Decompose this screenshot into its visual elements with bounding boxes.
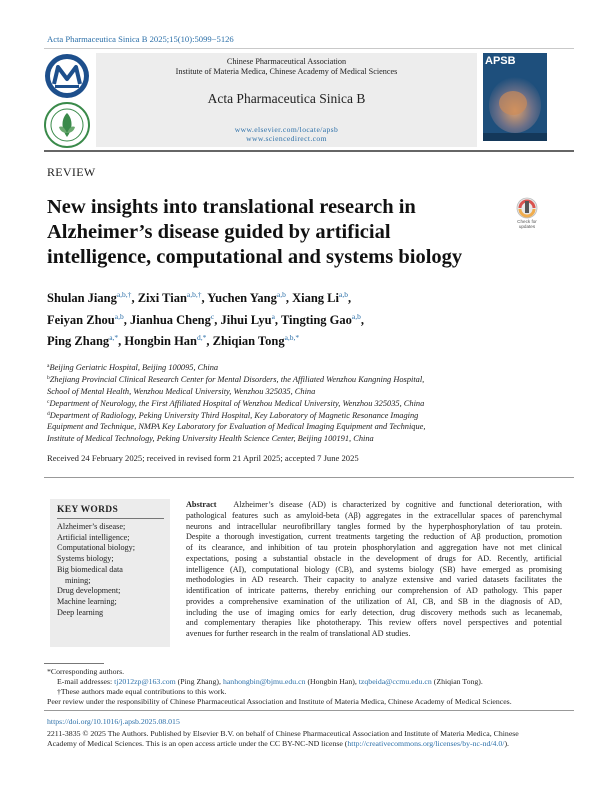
abstract-text: Alzheimer’s disease (AD) is characterized by cognitive and functional deterioration, with <box>233 500 562 509</box>
history-divider <box>44 477 574 478</box>
elsevier-url[interactable]: www.elsevier.com/locate/apsb <box>234 125 339 134</box>
affiliation-sup: a <box>47 363 50 369</box>
check-updates-line: updates <box>518 224 536 230</box>
keywords-heading: KEY WORDS <box>57 505 119 515</box>
affiliation-sup: d <box>47 411 50 418</box>
keywords-divider <box>57 518 164 519</box>
corresponding-note: *Corresponding authors. <box>47 667 125 676</box>
email-label: E-mail addresses: <box>57 677 113 686</box>
affiliation-text: Zhejiang Provincial Clinical Research Center for Mental Disorders, the Affiliated Wenzhou Kangning Hospital, <box>49 375 425 385</box>
author-affil-sup[interactable]: a,b <box>351 311 361 321</box>
author-name: Yuchen Yang <box>207 291 277 305</box>
abstract-line: Despite a thorough investigation, current treatments targeting the reduction of Aβ production, promotion <box>186 532 562 542</box>
author-list: Shulan Jiang$^{a,b,\dagger}$, Zixi Tian$^{a,b,\dagger}$, Yuchen Yang$^{a,b}$, Xiang Li$^{a,b}$, Feiyan Zhou$^{a,b}$, Jianhua Cheng$^c$, Jihui Lyu$^a$, Tingting Gao$^{a,b}$, Ping Zhang$^{a,*}$, Hongbin Han$^{d,*}$, Zhiqian Tong$^{a,b,*}$ <box>47 290 365 348</box>
article-history: Received 24 February 2025; received in revised form 21 April 2025; accepted 7 June 2025 <box>47 453 359 463</box>
sciencedirect-url[interactable]: www.sciencedirect.com <box>246 134 327 143</box>
author-name: Zhiqian Tong <box>212 334 285 348</box>
abstract-line: provides a comprehensive examination of the utilization of AI, CB, and SB in the diagnosis of AD, <box>186 596 562 606</box>
author-name: Feiyan Zhou <box>47 312 115 327</box>
peer-review-note: Peer review under the responsibility of Chinese Pharmaceutical Association and Institute of Materia Medica, Chinese Academy of Medical Sciences. <box>47 697 512 706</box>
affiliation-text: Department of Radiology, Peking University Third Hospital, Key Laboratory of Magnetic Resonance Imaging <box>49 411 419 421</box>
email-owner: (Zhiqian Tong). <box>433 677 483 686</box>
abstract-line: methodologies in AD research. Their capacity to analyze extensive and varied datasets facilitates the <box>186 575 562 585</box>
keyword-item: Deep learning <box>57 607 104 617</box>
license-statement <box>47 729 567 750</box>
keyword-item: Computational biology; <box>57 543 136 553</box>
affiliation-text: Department of Neurology, the First Affiliated Hospital of Wenzhou Medical University, Wenzhou 325035, China <box>49 398 425 408</box>
email-link[interactable]: tj2012zp@163.com <box>114 677 176 686</box>
affiliation-item-cont: School of Mental Health, Wenzhou Medical University, Wenzhou 325035, China <box>47 386 316 396</box>
journal-citation[interactable]: Acta Pharmaceutica Sinica B 2025;15(10):5099−5126 <box>47 34 234 44</box>
abstract-line: identification of intricate patterns, thereby enriching our comprehension of AD pathology. This paper <box>186 586 562 595</box>
abstract-label: Abstract <box>186 500 217 509</box>
header-divider <box>44 150 574 152</box>
author-affil-sup[interactable]: a,b <box>339 290 348 299</box>
author-name: Jihui Lyu <box>220 312 272 327</box>
email-link[interactable]: hanhongbin@bjmu.edu.cn <box>222 677 306 686</box>
top-divider <box>44 48 574 49</box>
equal-contribution-note: †These authors made equal contributions to this work. <box>57 687 227 696</box>
check-for-updates-icon[interactable] <box>512 197 542 239</box>
author-name: Tingting Gao <box>280 312 352 327</box>
affiliation-item <box>47 409 567 421</box>
affiliation-item <box>47 361 567 373</box>
check-for-updates-label[interactable] <box>505 219 549 230</box>
cpa-logo-icon <box>43 52 91 100</box>
abstract-line: pathological features such as amyloid-beta (Aβ) aggregates in the extracellular spaces of parenchymal <box>186 510 562 520</box>
keyword-item: Big biomedical data <box>57 564 123 574</box>
affiliation-list <box>47 361 567 444</box>
abstract <box>186 500 562 640</box>
affiliation-text: Beijing Geriatric Hospital, Beijing 100095, China <box>49 363 219 372</box>
author-name: Zixi Tian <box>137 291 187 305</box>
check-updates-line: Check for <box>517 219 537 224</box>
abstract-line <box>186 500 562 511</box>
license-text: ). <box>504 739 509 749</box>
affiliation-item <box>47 397 567 409</box>
author-affil-sup[interactable]: a,b,† <box>186 290 202 299</box>
author-name: Ping Zhang <box>47 334 110 348</box>
affiliation-sup: c <box>47 398 50 405</box>
author-affil-sup[interactable]: a <box>271 311 275 321</box>
keyword-item: Drug development; <box>57 586 121 596</box>
abstract-line: including the use of imaging omics for early detection, drug discovery methods such as lecanemab, <box>186 607 562 617</box>
author-name: Xiang Li <box>292 291 339 305</box>
keyword-item-cont: mining; <box>65 575 91 585</box>
abstract-line: avenues for further research in the realm of translational AD studies. <box>186 629 411 638</box>
author-name: Jianhua Cheng <box>129 312 211 327</box>
affiliation-item-cont: Institute of Medical Technology, Peking University Health Science Center, Beijing 100191, China <box>47 433 374 443</box>
institute-line: Institute of Materia Medica, Chinese Academy of Medical Sciences <box>175 67 398 76</box>
doi-link[interactable]: https://doi.org/10.1016/j.apsb.2025.08.015 <box>47 717 180 726</box>
author-affil-sup[interactable]: a,b,* <box>284 333 300 342</box>
title-line: intelligence, computational and systems biology <box>47 246 463 268</box>
keywords-list <box>57 522 167 618</box>
author-name: Hongbin Han <box>124 334 198 348</box>
article-type: REVIEW <box>47 165 96 179</box>
title-line: Alzheimer’s disease guided by artificial <box>47 221 391 243</box>
affiliation-item-cont: Equipment and Technique, NMPA Key Laboratory for Evaluation of Medical Imaging Equipment and Technique, <box>47 422 426 432</box>
association-line: Chinese Pharmaceutical Association <box>226 57 347 66</box>
keyword-item: Artificial intelligence; <box>57 532 130 542</box>
article-title <box>47 195 497 270</box>
abstract-line: neurons and intracellular neurofibrillary tangles formed by the hyperphosphorylation of tau protein. <box>186 521 562 531</box>
email-link[interactable]: tzqbeida@ccmu.edu.cn <box>358 677 432 686</box>
author-affil-sup[interactable]: a,b <box>276 290 286 299</box>
abstract-line: and complementary therapies like phototherapy. This review offers novel perspectives and potential <box>186 618 562 628</box>
author-name: Shulan Jiang <box>47 291 117 305</box>
keyword-item: Alzheimer’s disease; <box>57 522 126 531</box>
footnote-divider <box>44 663 104 664</box>
title-line: New insights into translational research in <box>47 196 416 218</box>
affiliation-item <box>47 373 567 385</box>
journal-title: Acta Pharmaceutica Sinica B <box>207 91 366 106</box>
author-affil-sup[interactable]: c <box>210 311 215 321</box>
license-link[interactable]: http://creativecommons.org/licenses/by-nc-nd/4.0/ <box>347 739 505 749</box>
keyword-item: Machine learning; <box>57 596 117 606</box>
keyword-item: Systems biology; <box>57 554 114 564</box>
author-affil-sup[interactable]: d,* <box>197 333 207 342</box>
license-line: 2211-3835 © 2025 The Authors. Published by Elsevier B.V. on behalf of Chinese Pharmaceutical Association and Institute of Materia Medica, Chinese <box>47 729 519 738</box>
email-owner: (Hongbin Han), <box>307 677 357 686</box>
abstract-line: expectations, posing a substantial obstacle in the development of drugs for AD. Recently, artificial <box>186 553 562 563</box>
abstract-line: of its clearance, and inhibition of tau protein phosphorylation and aggregation have not met clinical <box>186 543 562 552</box>
affiliation-sup: b <box>47 375 50 382</box>
license-line <box>47 739 567 749</box>
email-addresses <box>57 677 577 686</box>
footer-divider <box>44 710 574 711</box>
abstract-line: intelligence (AI), computational biology (CB), and systems biology (SB) have emerged as promising <box>186 564 562 574</box>
author-affil-sup[interactable]: a,b,† <box>116 290 132 299</box>
license-text: Academy of Medical Sciences. This is an open access article under the CC BY-NC-ND license ( <box>47 739 348 749</box>
cover-title: APSB <box>485 55 516 67</box>
author-affil-sup[interactable]: a,b <box>114 311 124 321</box>
author-affil-sup[interactable]: a,* <box>109 333 119 342</box>
email-owner: (Ping Zhang), <box>177 677 221 686</box>
imm-logo-icon <box>43 101 91 149</box>
